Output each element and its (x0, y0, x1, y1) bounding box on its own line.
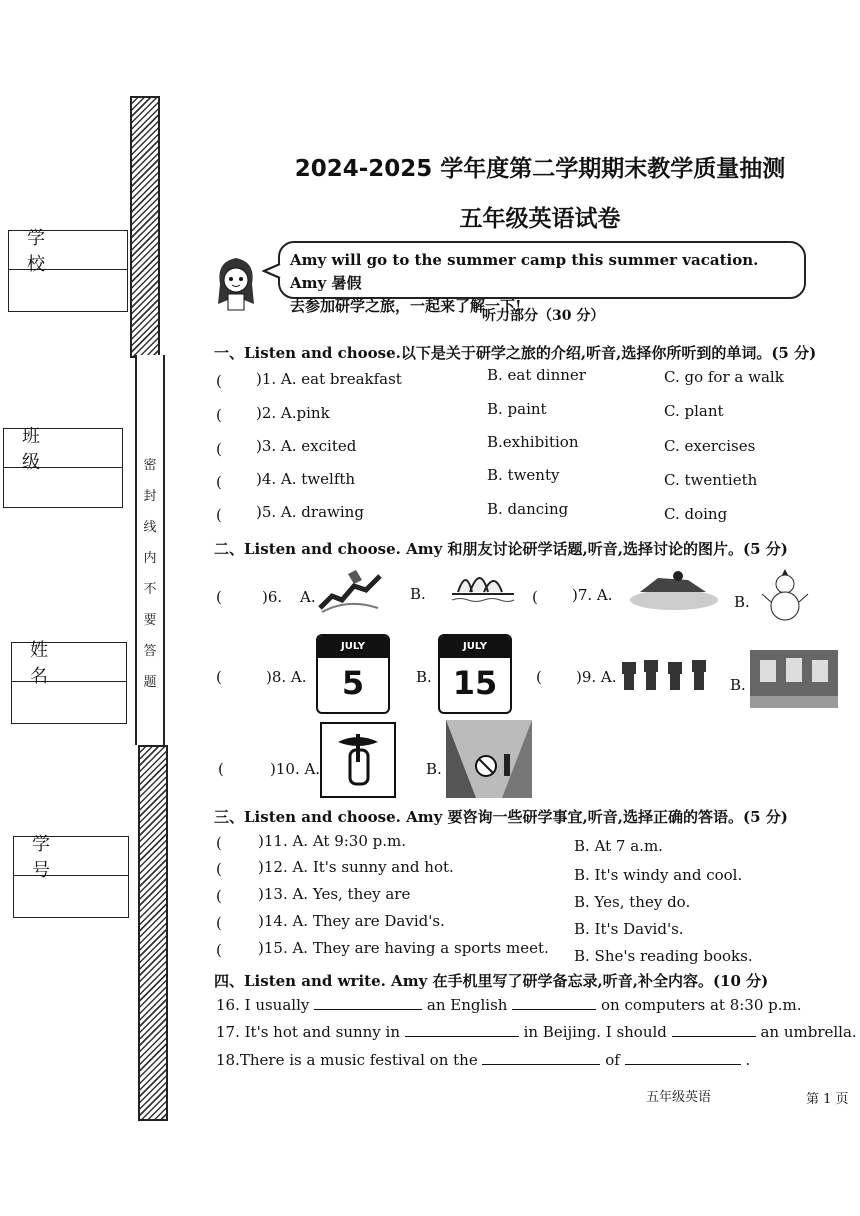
intro-speech-bubble (278, 241, 806, 315)
line16-part1: 16. I usually (216, 996, 310, 1014)
student-id-box (13, 836, 129, 918)
line16-part3: on computers at 8:30 p.m. (601, 996, 802, 1014)
answer-paren: ( (216, 588, 222, 606)
fill-line-16 (216, 995, 802, 1014)
intro-line-2: 去参加研学之旅，一起来了解一下! (290, 297, 522, 315)
section1-title: 一、Listen and choose.以下是关于研学之旅的介绍,听音,选择你所听到的单词。(5 分) (214, 344, 817, 362)
seal-line-text (135, 355, 165, 745)
answer-paren: ( (216, 372, 222, 390)
q13-option-b: B. Yes, they do. (574, 893, 691, 911)
q7-label: )7. A. (572, 586, 613, 604)
q2-option-b: B. paint (487, 400, 547, 418)
line17-part3: an umbrella. (760, 1023, 857, 1041)
line17-part1: 17. It's hot and sunny in (216, 1023, 401, 1041)
seal-char: 封 (143, 489, 157, 504)
q1-option-b: B. eat dinner (487, 366, 586, 384)
seal-char: 答 (143, 644, 157, 659)
calendar-month: JULY (440, 636, 510, 658)
q12-option-a: )12. A. It's sunny and hot. (258, 858, 454, 876)
q9-label: )9. A. (576, 668, 617, 686)
q2-option-c: C. plant (664, 402, 724, 420)
name-label: 姓 名 (12, 643, 126, 682)
q14-option-b: B. It's David's. (574, 920, 684, 938)
section4-title: 四、Listen and write. Amy 在手机里写了研学备忘录,听音,补全内容。(10 分) (214, 972, 769, 990)
bubble-tail (262, 262, 282, 280)
fill-line-18 (216, 1050, 750, 1069)
binding-strip-top (130, 96, 160, 358)
q12-option-b: B. It's windy and cool. (574, 866, 743, 884)
line16-part2: an English (426, 996, 508, 1014)
q14-option-a: )14. A. They are David's. (258, 912, 445, 930)
footer-subject: 五年级英语 (646, 1090, 712, 1105)
blank-field[interactable] (482, 1050, 600, 1065)
q3-option-a: )3. A. excited (256, 437, 357, 455)
q5-option-a: )5. A. drawing (256, 503, 364, 521)
fill-line-17 (216, 1022, 857, 1041)
q9-b-label: B. (730, 676, 746, 694)
girl-avatar-icon (214, 254, 258, 312)
calendar-day: 5 (341, 664, 365, 702)
q6-b-label: B. (410, 585, 426, 603)
q10-b-label: B. (426, 760, 442, 778)
q3-option-c: C. exercises (664, 437, 756, 455)
q15-option-b: B. She's reading books. (574, 947, 753, 965)
intro-line-1: Amy will go to the summer camp this summer vacation. Amy 暑假 (290, 251, 759, 292)
q15-option-a: )15. A. They are having a sports meet. (258, 939, 549, 957)
blank-field[interactable] (625, 1050, 741, 1065)
answer-paren: ( (216, 440, 222, 458)
q5-option-b: B. dancing (487, 500, 569, 518)
calendar-icon (316, 634, 390, 714)
listening-header: 听力部分（30 分） (482, 308, 605, 324)
line18-part1: 18.There is a music festival on the (216, 1051, 478, 1069)
line17-part2: in Beijing. I should (523, 1023, 667, 1041)
q4-option-a: )4. A. twelfth (256, 470, 356, 488)
answer-paren: ( (216, 506, 222, 524)
great-wall-icon (318, 568, 384, 616)
exam-title: 2024-2025 学年度第二学期期末教学质量抽测 (294, 156, 786, 182)
binding-strip-bottom (138, 745, 168, 1121)
blank-field[interactable] (512, 995, 596, 1010)
seal-char: 不 (143, 582, 157, 597)
seal-char: 要 (143, 613, 157, 628)
blank-field[interactable] (314, 995, 422, 1010)
class-label: 班 级 (4, 429, 122, 468)
answer-paren: ( (532, 588, 538, 606)
line18-part2: of (605, 1051, 620, 1069)
q8-label: )8. A. (266, 668, 307, 686)
answer-paren: ( (216, 834, 222, 852)
q11-option-b: B. At 7 a.m. (574, 837, 663, 855)
answer-paren: ( (216, 668, 222, 686)
calendar-month: JULY (318, 636, 388, 658)
no-skating-sign-icon (446, 720, 532, 798)
q7-b-label: B. (734, 593, 750, 611)
boat-icon (628, 562, 720, 612)
q10-label: )10. A. (270, 760, 321, 778)
q8-b-label: B. (416, 668, 432, 686)
seal-char: 线 (143, 520, 157, 535)
answer-paren: ( (216, 406, 222, 424)
line18-part3: . (745, 1051, 751, 1069)
seal-char: 题 (143, 675, 157, 690)
be-quiet-sign-icon (320, 722, 396, 798)
q6-label: )6. (262, 588, 283, 606)
q1-option-c: C. go for a walk (664, 368, 784, 386)
answer-paren: ( (216, 914, 222, 932)
class-box (3, 428, 123, 508)
answer-paren: ( (216, 473, 222, 491)
answer-paren: ( (218, 760, 224, 778)
school-label: 学 校 (9, 231, 127, 270)
q6-a-label: A. (300, 588, 316, 606)
opera-house-icon (450, 558, 516, 608)
art-gallery-icon (750, 650, 838, 708)
exam-subtitle: 五年级英语试卷 (459, 206, 621, 232)
robots-icon (618, 654, 714, 696)
seal-char: 密 (143, 458, 157, 473)
q2-option-a: )2. A.pink (256, 404, 330, 422)
section2-title: 二、Listen and choose. Amy 和朋友讨论研学话题,听音,选择讨论的图片。(5 分) (214, 540, 788, 558)
blank-field[interactable] (405, 1022, 519, 1037)
q4-option-c: C. twentieth (664, 471, 758, 489)
snowman-icon (760, 568, 810, 624)
answer-paren: ( (216, 887, 222, 905)
calendar-icon (438, 634, 512, 714)
q4-option-b: B. twenty (487, 466, 560, 484)
answer-paren: ( (216, 860, 222, 878)
q5-option-c: C. doing (664, 505, 728, 523)
seal-char: 内 (143, 551, 157, 566)
answer-paren: ( (536, 668, 542, 686)
school-box (8, 230, 128, 312)
student-id-label: 学 号 (14, 837, 128, 876)
section3-title: 三、Listen and choose. Amy 要咨询一些研学事宜,听音,选择正确的答语。(5 分) (214, 808, 788, 826)
name-box (11, 642, 127, 724)
answer-paren: ( (216, 941, 222, 959)
calendar-day: 15 (452, 664, 498, 702)
blank-field[interactable] (672, 1022, 756, 1037)
q13-option-a: )13. A. Yes, they are (258, 885, 411, 903)
q3-option-b: B.exhibition (487, 433, 579, 451)
footer-page-number: 第 1 页 (806, 1092, 849, 1107)
q11-option-a: )11. A. At 9:30 p.m. (258, 832, 407, 850)
q1-option-a: )1. A. eat breakfast (256, 370, 402, 388)
